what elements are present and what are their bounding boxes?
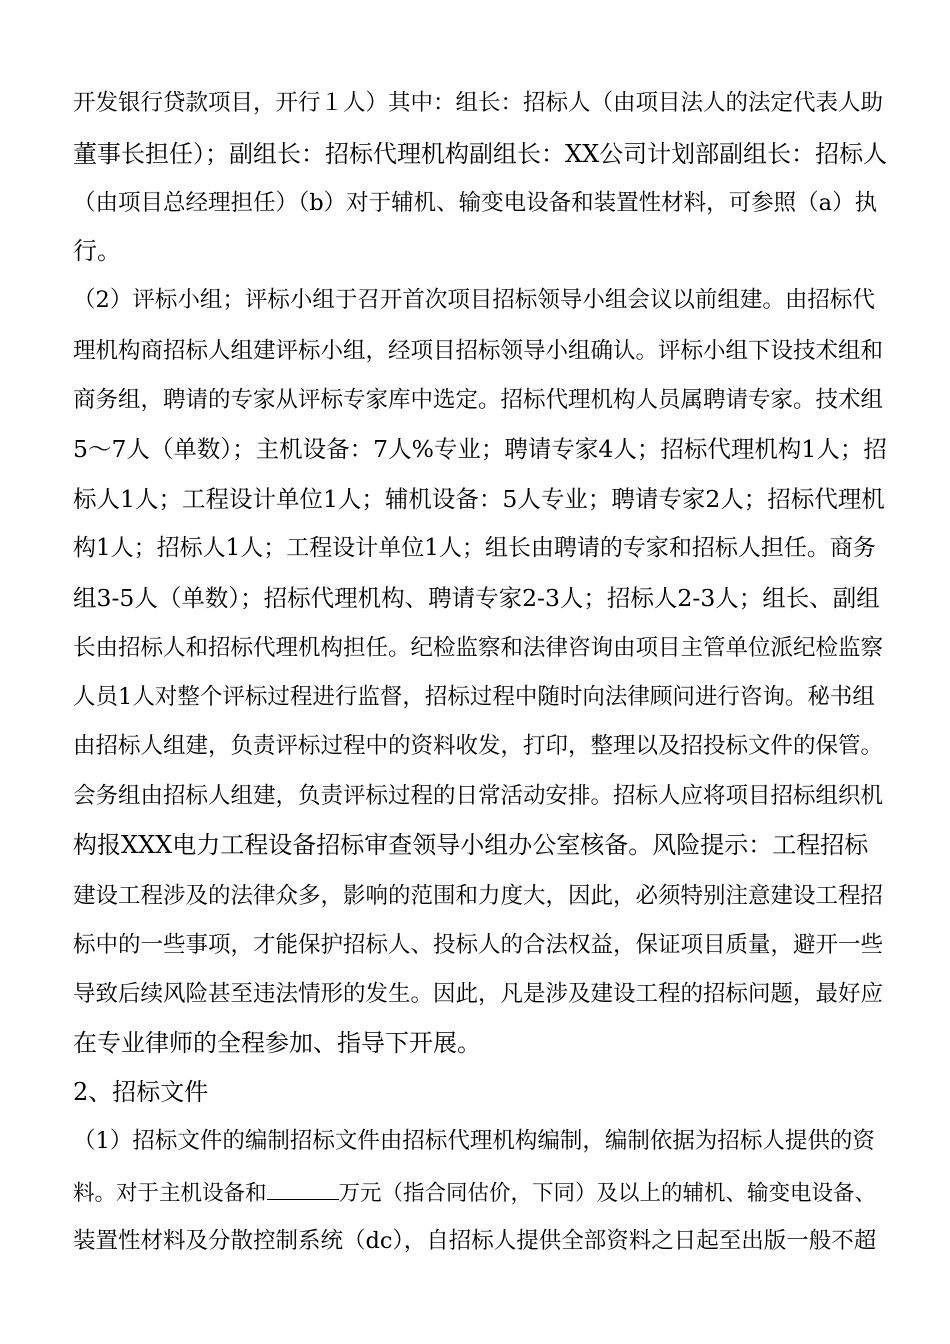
blank-line-after-text: 万元（指合同估价，下同）及以上的辅机、输变电设备、: [338, 1181, 877, 1206]
paragraph-line: 开发银行贷款项目，开行１人）其中：组长：招标人（由项目法人的法定代表人助: [73, 90, 884, 116]
paragraph-line: 董事长担任）；副组长：招标代理机构副组长：XX公司计划部副组长：招标人: [73, 140, 888, 168]
paragraph-line: 人员1人对整个评标过程进行监督，招标过程中随时向法律顾问进行咨询。秘书组: [73, 684, 875, 710]
section-heading: 2、招标文件: [73, 1078, 209, 1106]
paragraph-line: 会务组由招标人组建，负责评标过程的日常活动安排。招标人应将项目招标组织机: [73, 783, 884, 809]
paragraph-line: 建设工程涉及的法律众多，影响的范围和力度大，因此，必须特别注意建设工程招: [73, 883, 884, 909]
paragraph-line: 由招标人组建，负责评标过程中的资料收发，打印，整理以及招投标文件的保管。: [73, 733, 884, 759]
paragraph-line: 标人1人；工程设计单位1人；辅机设备：5人专业；聘请专家2人；招标代理机: [73, 485, 885, 513]
paragraph-line-with-blank: [73, 1177, 876, 1207]
fill-in-blank: [267, 1177, 339, 1200]
paragraph-line: 商务组，聘请的专家从评标专家库中选定。招标代理机构人员属聘请专家。技术组: [73, 387, 884, 413]
paragraph-line: 构报XXX电力工程设备招标审查领导小组办公室核备。风险提示：工程招标: [73, 831, 869, 859]
paragraph-line: 在专业律师的全程参加、指导下开展。: [73, 1029, 481, 1057]
paragraph-line: 构1人；招标人1人；工程设计单位1人；组长由聘请的专家和招标人担任。商务: [73, 535, 876, 561]
blank-line-before-text: 料。对于主机设备和: [73, 1181, 267, 1206]
paragraph-line: （2）评标小组；评标小组于召开首次项目招标领导小组会议以前组建。由招标代: [73, 287, 875, 313]
paragraph-line: 标中的一些事项，才能保护招标人、投标人的合法权益，保证项目质量，避开一些: [73, 932, 884, 958]
paragraph-line: （1）招标文件的编制招标文件由招标代理机构编制，编制依据为招标人提供的资: [73, 1128, 875, 1154]
paragraph-line: 导致后续风险甚至违法情形的发生。因此，凡是涉及建设工程的招标问题，最好应: [73, 981, 884, 1007]
paragraph-line: 长由招标人和招标代理机构担任。纪检监察和法律咨询由项目主管单位派纪检监察: [73, 635, 884, 661]
paragraph-line: 组3-5人（单数）；招标代理机构、聘请专家2-3人；招标人2-3人；组长、副组: [73, 584, 880, 612]
paragraph-line: 装置性材料及分散控制系统（dc），自招标人提供全部资料之日起至出版一般不超: [73, 1228, 877, 1254]
paragraph-line: 5～7人（单数）；主机设备：7人%专业；聘请专家4人；招标代理机构1人；招: [73, 435, 887, 463]
paragraph-line: （由项目总经理担任）（b）对于辅机、输变电设备和装置性材料，可参照（a）执: [73, 190, 878, 216]
paragraph-line: 行。: [73, 237, 121, 265]
paragraph-line: 理机构商招标人组建评标小组，经项目招标领导小组确认。评标小组下设技术组和: [73, 338, 884, 364]
